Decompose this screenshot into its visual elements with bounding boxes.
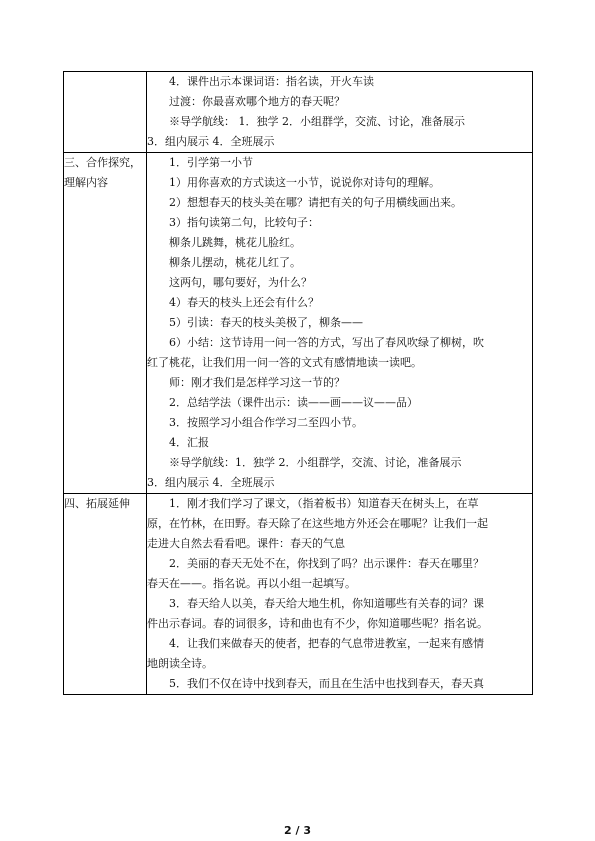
text-line: 3．按照学习小组合作学习二至四小节。 bbox=[169, 416, 363, 429]
text-line: 红了桃花，让我们用一问一答的文式有感情地读一读吧。 bbox=[147, 356, 422, 369]
text-line: 走进大自然去看看吧。课件：春天的气息 bbox=[147, 537, 345, 550]
text-line: 4．课件出示本课词语：指名读，开火车读 bbox=[169, 75, 374, 88]
text-line: 4．汇报 bbox=[169, 436, 209, 449]
row-label: 三、合作探究，理解内容 bbox=[64, 153, 147, 494]
text-line: 4）春天的枝头上还会有什么？ bbox=[169, 296, 319, 309]
text-line: 3．组内展示 4．全班展示 bbox=[147, 135, 275, 148]
text-line: 这两句，哪句要好，为什么？ bbox=[169, 276, 312, 289]
page-number: 2 / 3 bbox=[284, 824, 311, 837]
table-row bbox=[64, 153, 533, 494]
text-line: 2）想想春天的枝头美在哪？请把有关的句子用横线画出来。 bbox=[169, 196, 462, 209]
text-line: ※导学航线： 1．独学 2．小组群学，交流、讨论，准备展示 bbox=[169, 115, 465, 128]
text-line: 柳条儿摆动，桃花儿红了。 bbox=[169, 256, 301, 269]
text-line: 5．我们不仅在诗中找到春天，而且在生活中也找到春天，春天真 bbox=[169, 677, 484, 690]
text-line: 6）小结：这节诗用一问一答的方式，写出了春风吹绿了柳树，吹 bbox=[169, 336, 484, 349]
text-line: 春天在——。指名说。再以小组一起填写。 bbox=[147, 577, 356, 590]
text-line: 1．引学第一小节 bbox=[169, 156, 253, 169]
text-line: ※导学航线：1．独学 2．小组群学，交流、讨论，准备展示 bbox=[169, 456, 462, 469]
text-line: 3）指句读第二句，比较句子： bbox=[169, 216, 319, 229]
text-line: 4．让我们来做春天的使者，把春的气息带进教室，一起来有感情 bbox=[169, 637, 484, 650]
text-line: 3．组内展示 4．全班展示 bbox=[147, 476, 275, 489]
row-content bbox=[147, 72, 533, 153]
lesson-plan-table bbox=[63, 71, 533, 695]
text-line: 柳条儿跳舞，桃花儿脸红。 bbox=[169, 236, 301, 249]
text-line: 过渡：你最喜欢哪个地方的春天呢？ bbox=[169, 95, 345, 108]
text-line: 1）用你喜欢的方式读这一小节，说说你对诗句的理解。 bbox=[169, 176, 440, 189]
text-line: 件出示春词。春的词很多，诗和曲也有不少，你知道哪些呢？指名说。 bbox=[147, 617, 488, 630]
text-line: 原，在竹林，在田野。春天除了在这些地方外还会在哪呢？让我们一起 bbox=[147, 517, 488, 530]
text-line: 5）引读：春天的枝头美极了，柳条—— bbox=[169, 316, 363, 329]
row-label bbox=[64, 72, 147, 153]
table-row bbox=[64, 72, 533, 153]
row-content bbox=[147, 153, 533, 494]
text-line: 师：刚才我们是怎样学习这一节的？ bbox=[169, 376, 345, 389]
table-row bbox=[64, 494, 533, 695]
row-content bbox=[147, 494, 533, 695]
text-line: 3．春天给人以美，春天给大地生机，你知道哪些有关春的词？课 bbox=[169, 597, 484, 610]
row-label: 四、拓展延伸 bbox=[64, 494, 147, 695]
text-line: 地朗读全诗。 bbox=[147, 657, 213, 670]
text-line: 1．刚才我们学习了课文，（指着板书）知道春天在树头上，在草 bbox=[169, 497, 479, 510]
text-line: 2．总结学法（课件出示：读——画——议——品） bbox=[169, 396, 418, 409]
text-line: 2．美丽的春天无处不在，你找到了吗？出示课件：春天在哪里？ bbox=[169, 557, 484, 570]
